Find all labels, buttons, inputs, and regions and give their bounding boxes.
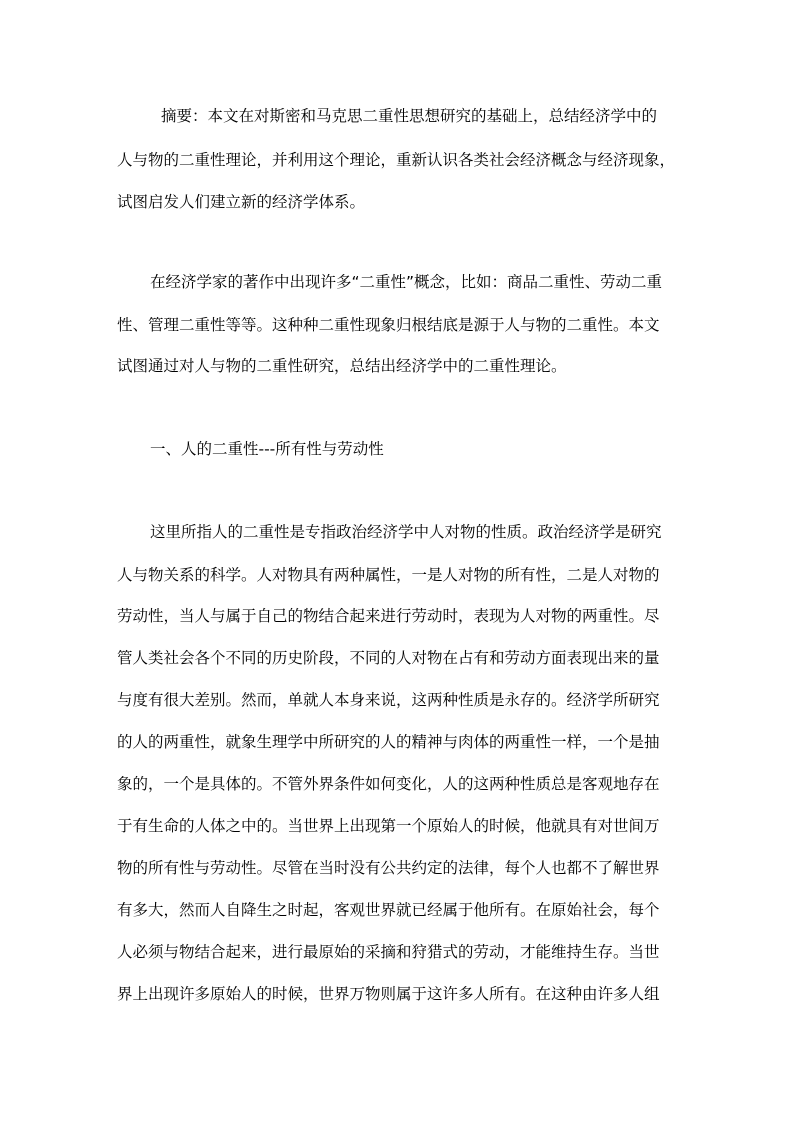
intro-line-1: 在经济学家的著作中出现许多“二重性”概念，比如：商品二重性、劳动二重: [150, 273, 663, 291]
intro-line-2: 性、管理二重性等等。这种种二重性现象归根结底是源于人与物的二重性。本文: [117, 316, 660, 334]
abstract-line-1: 摘要：本文在对斯密和马克思二重性思想研究的基础上，总结经济学中的: [161, 107, 658, 125]
abstract-line-2: 人与物的二重性理论，并利用这个理论，重新认识各类社会经济概念与经济现象，: [117, 151, 676, 169]
abstract-line-3: 试图启发人们建立新的经济学体系。: [117, 193, 366, 211]
intro-line-3: 试图通过对人与物的二重性研究，总结出经济学中的二重性理论。: [117, 357, 567, 375]
body-line-8: 于有生命的人体之中的。当世界上出现第一个原始人的时候，他就具有对世间万: [117, 817, 660, 835]
body-line-10: 有多大，然而人自降生之时起，客观世界就已经属于他所有。在原始社会，每个: [117, 901, 660, 919]
body-line-7: 象的，一个是具体的。不管外界条件如何变化，人的这两种性质总是客观地存在: [117, 775, 660, 793]
body-line-5: 与度有很大差别。然而，单就人本身来说，这两种性质是永存的。经济学所研究: [117, 691, 660, 709]
body-line-2: 人与物关系的科学。人对物具有两种属性，一是人对物的所有性，二是人对物的: [117, 566, 660, 584]
body-line-1: 这里所指人的二重性是专指政治经济学中人对物的性质。政治经济学是研究: [150, 523, 662, 541]
section-heading: 一、人的二重性---所有性与劳动性: [150, 440, 384, 458]
body-line-9: 物的所有性与劳动性。尽管在当时没有公共约定的法律，每个人也都不了解世界: [117, 859, 660, 877]
body-line-11: 人必须与物结合起来，进行最原始的采摘和狩猎式的劳动，才能维持生存。当世: [117, 943, 660, 961]
body-line-12: 界上出现许多原始人的时候，世界万物则属于这许多人所有。在这种由许多人组: [117, 985, 660, 1003]
body-line-6: 的人的两重性，就象生理学中所研究的人的精神与肉体的两重性一样，一个是抽: [117, 733, 660, 751]
body-line-3: 劳动性，当人与属于自己的物结合起来进行劳动时，表现为人对物的两重性。尽: [117, 607, 660, 625]
body-line-4: 管人类社会各个不同的历史阶段，不同的人对物在占有和劳动方面表现出来的量: [117, 649, 660, 667]
